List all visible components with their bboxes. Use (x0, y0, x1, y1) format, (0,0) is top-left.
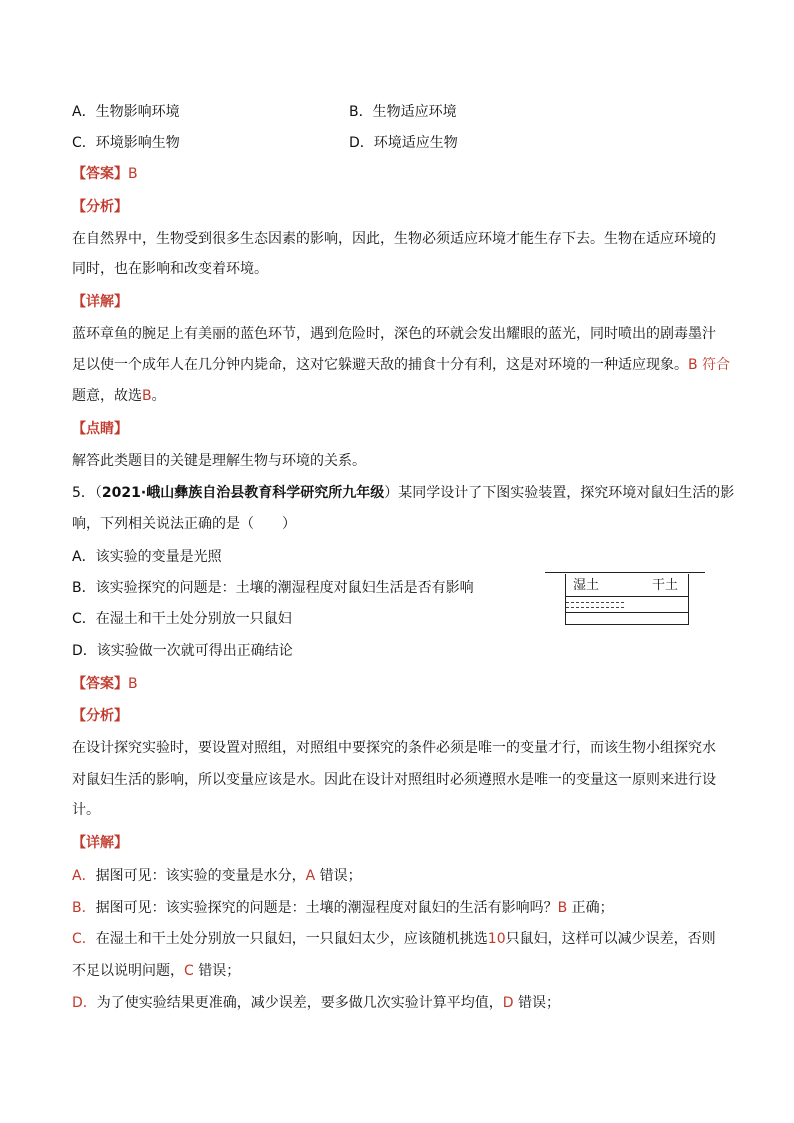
q5-detail-b-prefix: B． (72, 900, 96, 916)
apparatus-dash-2 (566, 607, 624, 608)
q5-detail-b (72, 898, 614, 918)
q5-detail-c-text-b: 只鼠妇，这样可以减少误差，否则 (505, 931, 716, 947)
q5-stem-suffix: ）某同学设计了下图实验装置，探究环境对鼠妇生活的影 (384, 485, 735, 501)
q5-detail-c-line-2 (72, 961, 240, 981)
q5-detail-c-line-2-text: 不足以说明问题， (72, 963, 184, 979)
experiment-apparatus-figure (545, 572, 705, 628)
q5-detail-a-tail: 错误； (315, 868, 362, 884)
q5-detail-c-tail: 错误； (193, 963, 241, 979)
q5-detail-a (72, 866, 362, 886)
q5-detail-d (72, 993, 560, 1013)
apparatus-dash-1 (566, 602, 624, 603)
q5-detail-a-text: 据图可见：该实验的变量是水分， (95, 868, 306, 884)
q5-analysis-label: 【分析】 (72, 708, 128, 724)
q4-comment-line: 解答此类题目的关键是理解生物与环境的关系。 (72, 453, 366, 469)
q5-detail-c-number: 10 (487, 931, 506, 947)
q4-detail-end: 。 (151, 388, 166, 404)
q5-stem-line-2: 响，下列相关说法正确的是（ ） (72, 516, 296, 532)
q4-option-c: C．环境影响生物 (72, 135, 180, 151)
answer-label: 【答案】 (72, 676, 128, 692)
q4-answer (72, 164, 138, 184)
q5-analysis-line-2: 对鼠妇生活的影响，所以变量应该是水。因此在设计对照组时必须遵照水是唯一的变量这一原则来进行设 (72, 772, 716, 788)
q5-detail-d-text: 为了使实验结果更准确，减少误差，要多做几次实验计算平均值， (96, 995, 503, 1011)
q5-stem-line-1 (72, 483, 734, 503)
q5-option-a: A．该实验的变量是光照 (72, 549, 222, 565)
q5-detail-c-red: C (184, 963, 194, 979)
q5-detail-b-tail: 正确； (567, 900, 614, 916)
q5-option-d: D．该实验做一次就可得出正确结论 (72, 643, 293, 659)
q5-analysis-line-3: 计。 (72, 802, 100, 818)
q5-analysis-line-1: 在设计探究实验时，要设置对照组，对照组中要探究的条件必须是唯一的变量才行，而该生物小组探究水 (72, 740, 716, 756)
q4-detail-line-2 (72, 355, 730, 375)
q5-detail-d-tail: 错误； (513, 995, 561, 1011)
apparatus-box (565, 574, 689, 625)
q4-analysis-line-2: 同时，也在影响和改变着环境。 (72, 261, 268, 277)
q5-detail-c-prefix: C． (72, 931, 96, 947)
q5-answer (72, 674, 138, 694)
q4-detail-line-3 (72, 386, 166, 406)
q4-analysis-line-1: 在自然界中，生物受到很多生态因素的影响，因此，生物必须适应环境才能生存下去。生物在适应环境的 (72, 231, 716, 247)
answer-label: 【答案】 (72, 166, 128, 182)
q5-detail-d-prefix: D． (72, 995, 97, 1011)
q5-detail-a-prefix: A． (72, 868, 96, 884)
answer-value: B (128, 676, 138, 692)
q4-option-b: B．生物适应环境 (349, 104, 457, 120)
q4-option-a: A．生物影响环境 (72, 104, 180, 120)
q4-comment-label: 【点睛】 (72, 421, 128, 437)
wet-soil-label: 湿土 (573, 578, 600, 593)
apparatus-rim (545, 572, 705, 573)
q5-detail-c-text-a: 在湿土和干土处分别放一只鼠妇，一只鼠妇太少，应该随机挑选 (95, 931, 488, 947)
q5-detail-a-red: A (305, 868, 316, 884)
q4-detail-label: 【详解】 (72, 294, 128, 310)
q4-detail-line-1: 蓝环章鱼的腕足上有美丽的蓝色环节，遇到危险时，深色的环就会发出耀眼的蓝光，同时喷出的剧毒墨汁 (72, 326, 716, 342)
q5-detail-b-text: 据图可见：该实验探究的问题是：土壤的潮湿程度对鼠妇的生活有影响吗？ (95, 900, 558, 916)
q4-option-d: D．环境适应生物 (349, 135, 458, 151)
q4-detail-red-1: B 符合 (688, 357, 731, 373)
answer-value: B (128, 166, 138, 182)
q5-option-c: C．在湿土和干土处分别放一只鼠妇 (72, 611, 292, 627)
q5-detail-d-red: D (502, 995, 514, 1011)
q5-detail-label: 【详解】 (72, 835, 128, 851)
q5-detail-c-line-1 (72, 929, 716, 949)
q5-stem-source: 2021·峨山彝族自治县教育科学研究所九年级 (101, 485, 385, 501)
q5-detail-b-red: B (557, 900, 568, 916)
apparatus-line-2 (566, 612, 688, 613)
q4-analysis-label: 【分析】 (72, 199, 128, 215)
q4-detail-line-3-text: 题意，故选 (72, 388, 142, 404)
q5-stem-prefix: 5．（ (72, 485, 102, 501)
q4-detail-line-2-text: 足以使一个成年人在几分钟内毙命，这对它躲避天敌的捕食十分有利，这是对环境的一种适应现象。 (72, 357, 688, 373)
apparatus-line-1 (566, 596, 688, 597)
dry-soil-label: 干土 (652, 578, 679, 593)
q4-detail-red-2: B (142, 388, 152, 404)
q5-option-b: B．该实验探究的问题是：土壤的潮湿程度对鼠妇生活是否有影响 (72, 580, 474, 596)
